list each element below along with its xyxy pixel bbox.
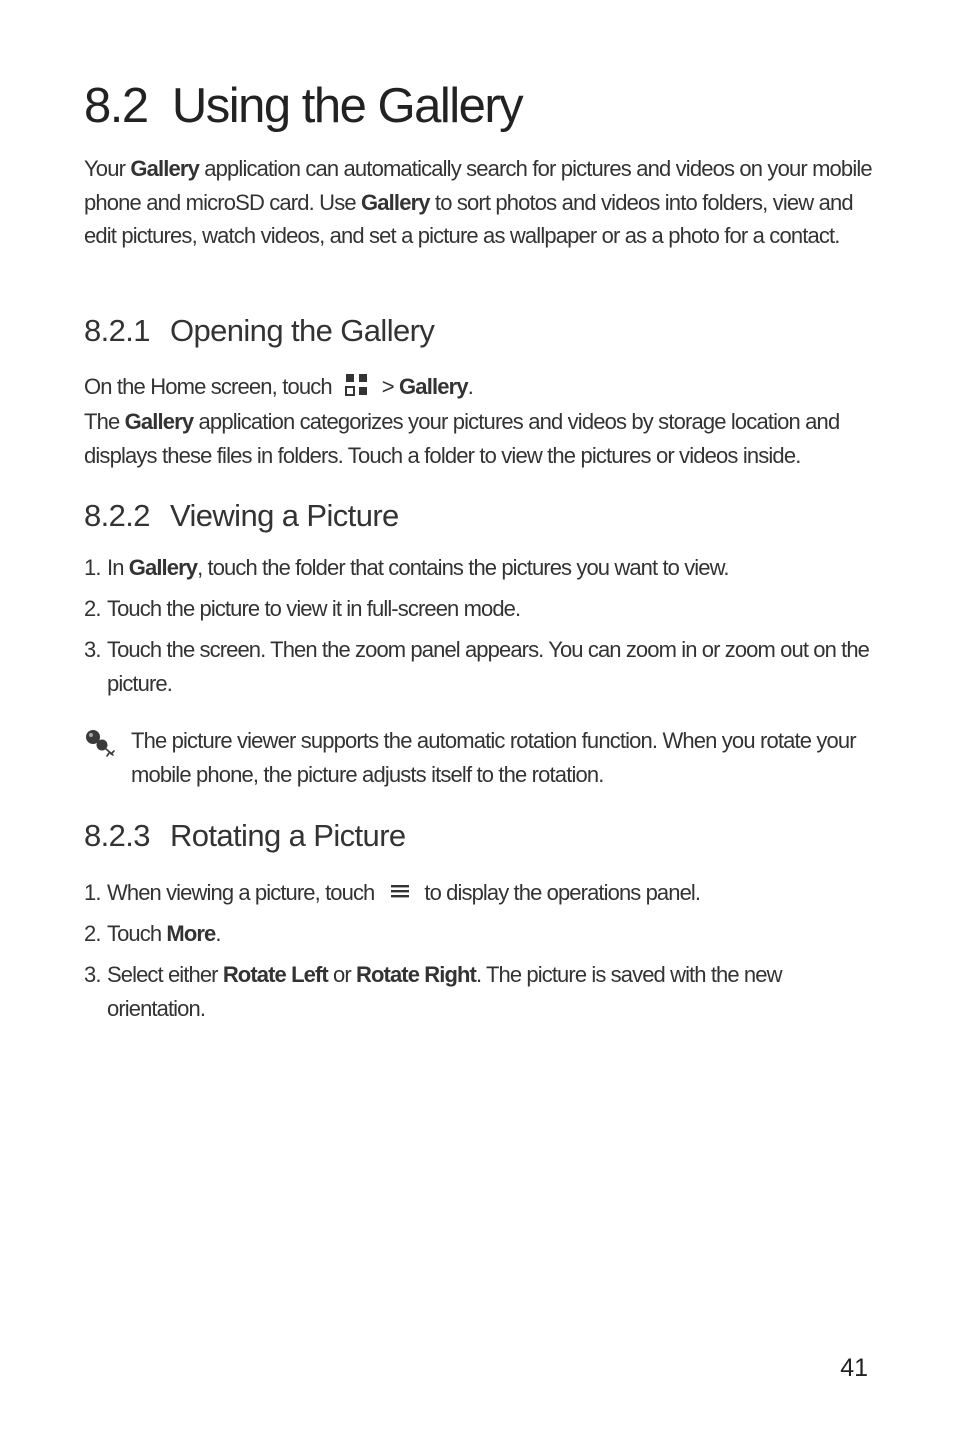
list-item <box>84 592 874 626</box>
list-text: Touch the screen. Then the zoom panel appears. You can zoom in or zoom out on the picture. <box>107 637 870 696</box>
list-bold: Gallery <box>128 555 198 580</box>
section-number: 8.2.3 <box>84 818 150 853</box>
list-text: Select either <box>107 962 223 987</box>
list-text: or <box>327 962 356 987</box>
list-number: 1. <box>84 880 101 905</box>
instruction-arrow: > <box>381 373 400 399</box>
list-number: 2. <box>84 921 101 946</box>
opening-text-2: application categorizes your pictures and videos by storage location and displays these files in folders. Touch a folder to view the pictures or videos inside. <box>84 409 840 468</box>
page-number: 41 <box>840 1354 868 1382</box>
opening-text-1: The <box>84 409 125 434</box>
list-number: 3. <box>84 637 101 662</box>
list-bold: Rotate Left <box>222 962 328 987</box>
list-bold: Rotate Right <box>356 962 476 987</box>
intro-text-2: application can automatically search for pictures and videos on your mobile phone and microSD card. Use <box>84 156 872 215</box>
list-bold: More <box>166 921 216 946</box>
instruction-bold: Gallery <box>399 373 468 399</box>
list-text: to display the operations panel. <box>424 880 701 905</box>
list-number: 3. <box>84 962 101 987</box>
list-text: In <box>107 555 129 580</box>
section-heading-opening <box>84 313 434 349</box>
tip-note <box>84 724 874 792</box>
note-text: The picture viewer supports the automatic rotation function. When you rotate your mobile phone, the picture adjusts itself to the rotation. <box>131 728 856 787</box>
list-text: When viewing a picture, touch <box>107 880 375 905</box>
list-item <box>84 551 874 585</box>
list-text: Touch the picture to view it in full-screen mode. <box>107 596 521 621</box>
intro-text-3: to sort photos and videos into folders, view and edit pictures, watch videos, and set a picture as wallpaper or as a photo for a contact. <box>84 189 853 248</box>
section-heading-viewing <box>84 498 399 534</box>
instruction-text: On the Home screen, touch <box>84 373 332 399</box>
intro-text-1: Your <box>84 156 131 181</box>
section-number: 8.2.1 <box>84 313 150 348</box>
list-text: . The picture is saved with the new orientation. <box>107 962 782 1021</box>
page-title <box>84 78 522 134</box>
list-item <box>84 917 874 951</box>
section-heading-rotating <box>84 818 406 854</box>
list-text: , touch the folder that contains the pictures you want to view. <box>197 555 729 580</box>
tip-note-icon <box>84 728 118 768</box>
list-item <box>84 876 874 911</box>
menu-icon <box>390 877 410 911</box>
title-text: Using the Gallery <box>171 79 523 133</box>
opening-paragraph <box>84 405 874 472</box>
list-item <box>84 958 874 1026</box>
list-number: 1. <box>84 555 101 580</box>
instruction-end: . <box>467 373 473 399</box>
list-text: Touch <box>107 921 167 946</box>
list-number: 2. <box>84 596 101 621</box>
intro-bold-2: Gallery <box>361 189 430 215</box>
section-title: Viewing a Picture <box>169 498 399 533</box>
section-number: 8.2.2 <box>84 498 150 533</box>
apps-grid-icon <box>344 373 370 403</box>
section-title: Opening the Gallery <box>169 313 435 348</box>
section-title: Rotating a Picture <box>169 818 406 853</box>
intro-bold-1: Gallery <box>130 156 199 181</box>
opening-instruction <box>84 373 473 403</box>
intro-paragraph <box>84 152 874 253</box>
list-item <box>84 633 874 701</box>
list-text: . <box>215 921 221 946</box>
opening-bold: Gallery <box>124 409 194 434</box>
title-number: 8.2 <box>84 79 148 133</box>
